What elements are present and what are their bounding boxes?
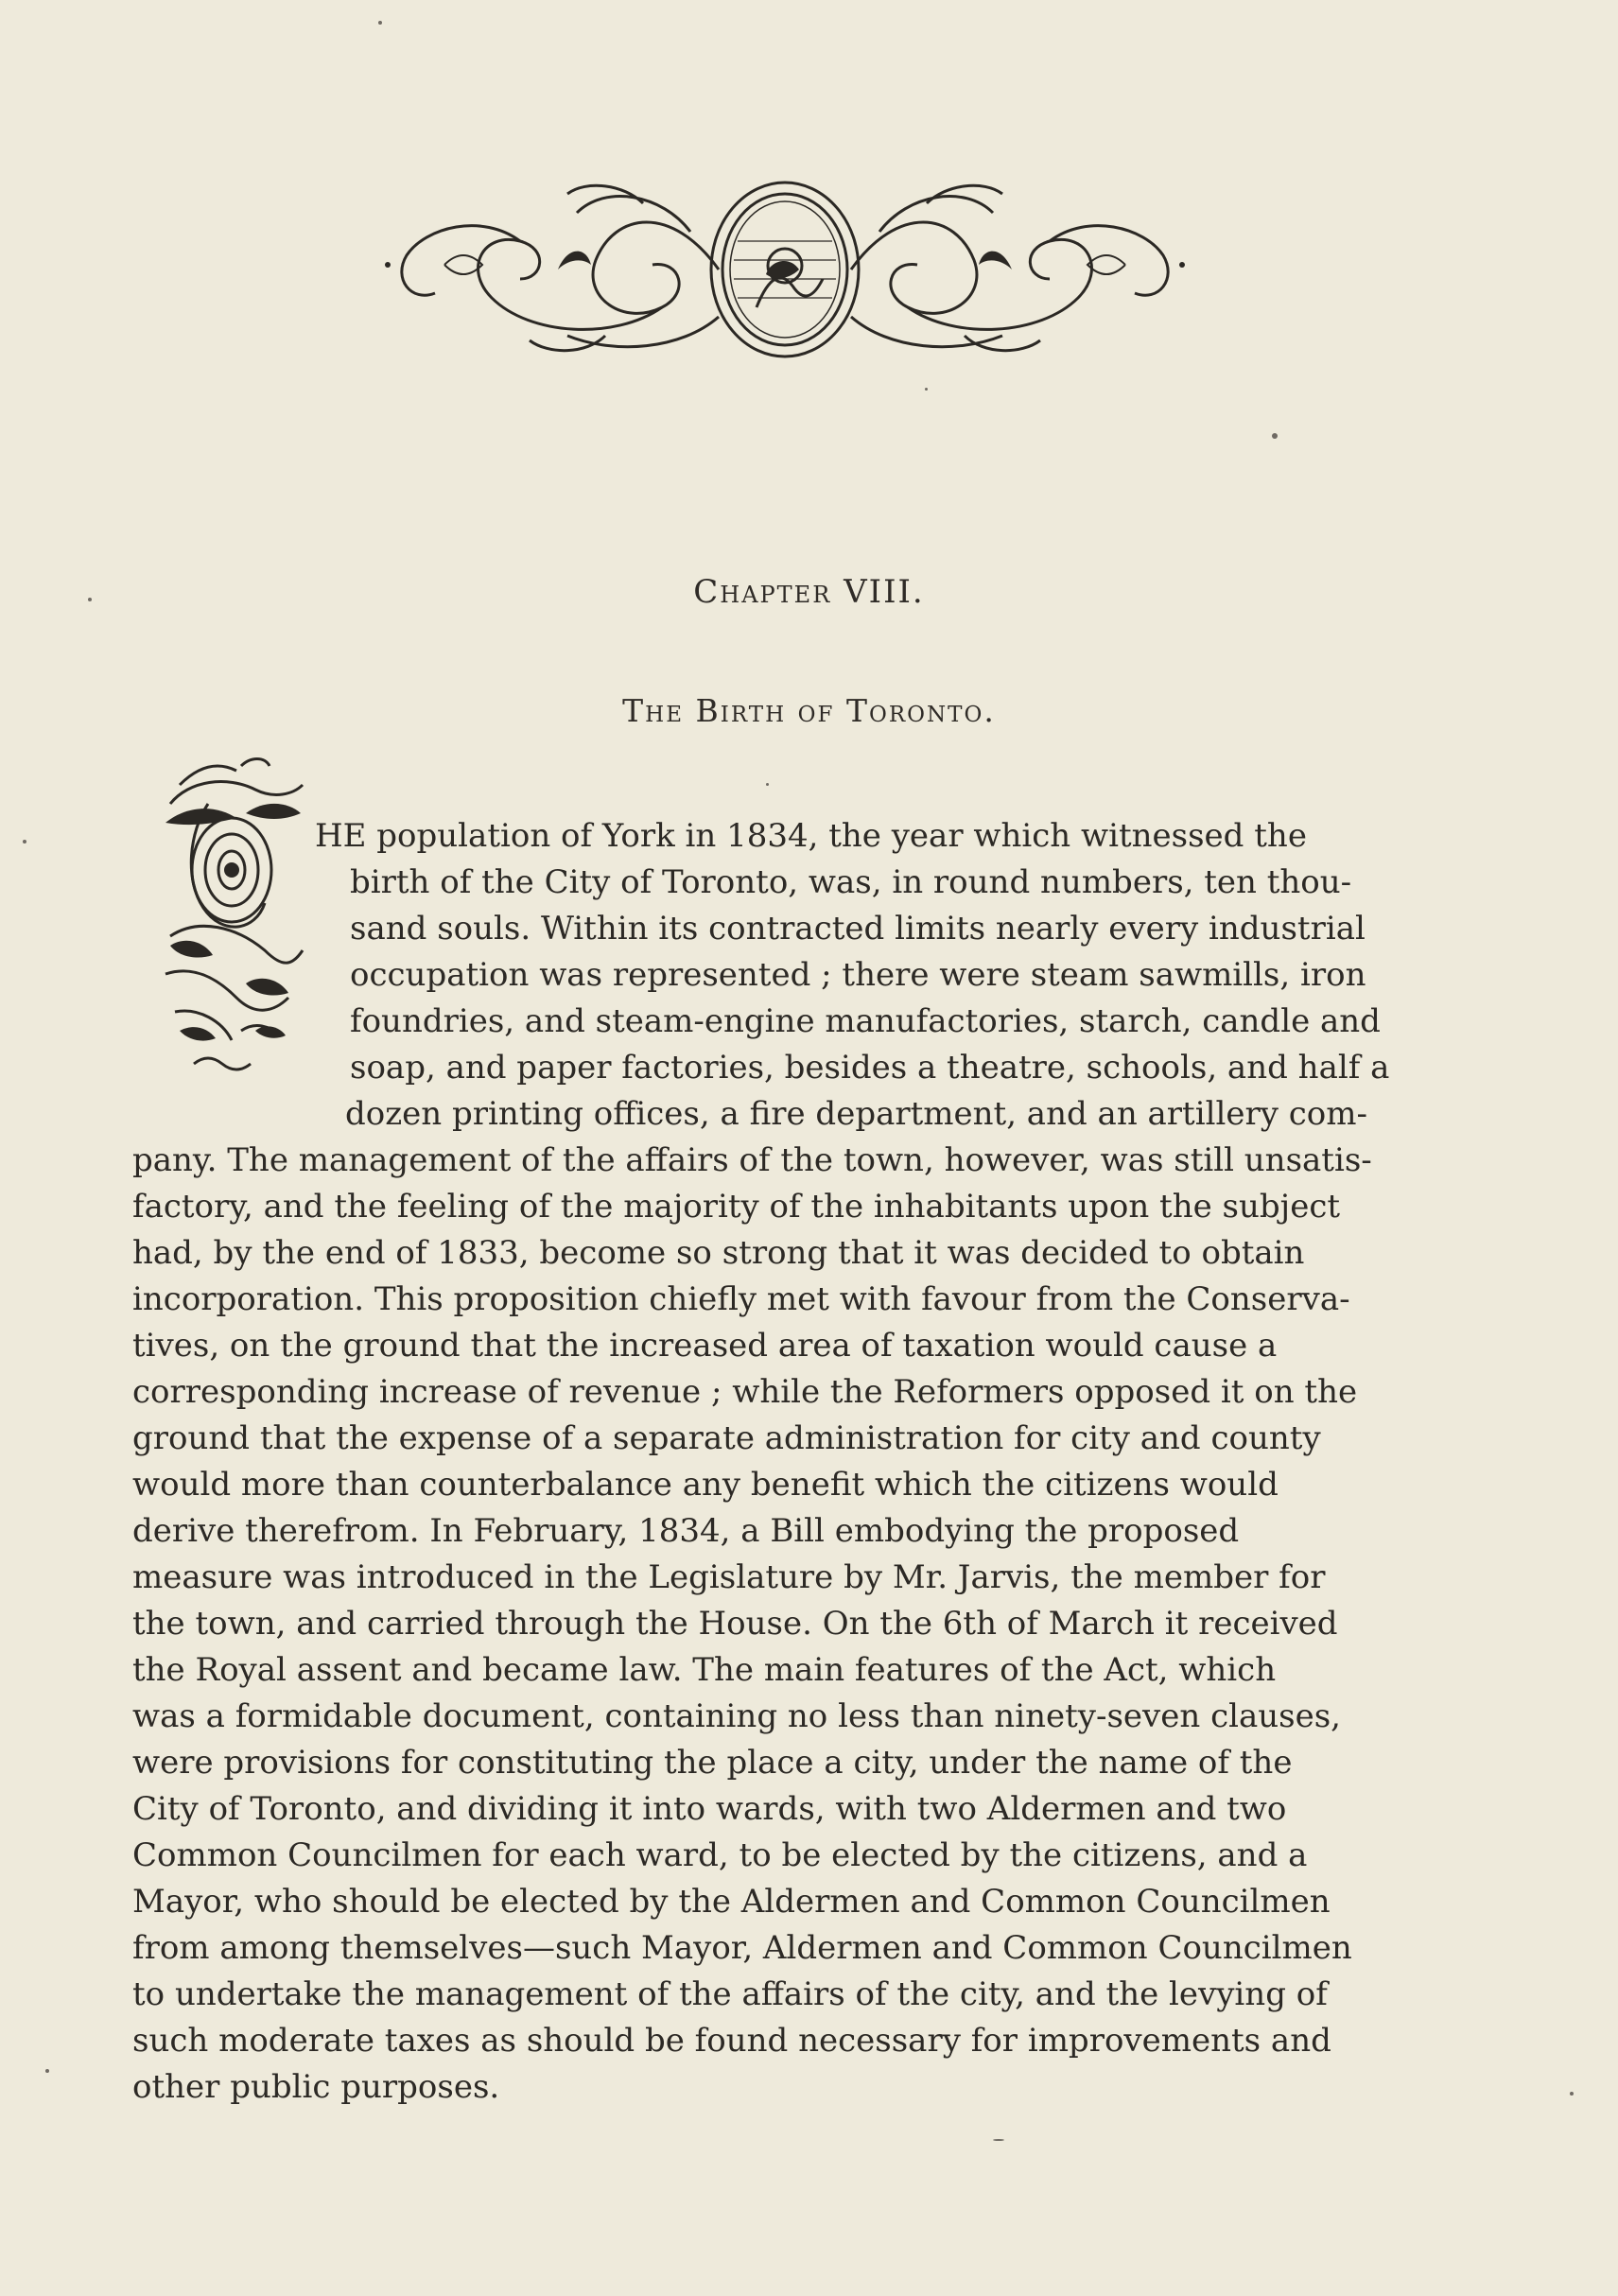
paper-speck	[1272, 433, 1278, 439]
body-line: the Royal assent and became law. The main features of the Act, which	[132, 1651, 1277, 1689]
body-line: foundries, and steam-engine manufactories, starch, candle and	[350, 1002, 1381, 1040]
paper-speck	[23, 840, 26, 844]
body-line: sand souls. Within its contracted limits nearly every industrial	[350, 910, 1366, 948]
paper-speck	[378, 21, 382, 25]
paper-speck	[766, 783, 769, 786]
paper-speck	[88, 598, 92, 601]
body-line: Mayor, who should be elected by the Aldermen and Common Councilmen	[132, 1883, 1331, 1921]
body-line: tives, on the ground that the increased area of taxation would cause a	[132, 1327, 1278, 1365]
body-line: pany. The management of the affairs of the town, however, was still unsatis-	[132, 1141, 1372, 1179]
body-line: from among themselves—such Mayor, Aldermen and Common Councilmen	[132, 1929, 1352, 1967]
ornamental-dropcap-icon	[151, 747, 307, 1078]
body-line: Common Councilmen for each ward, to be elected by the citizens, and a	[132, 1836, 1308, 1874]
body-line: HE population of York in 1834, the year which witnessed the	[315, 817, 1307, 855]
body-line: incorporation. This proposition chiefly met with favour from the Conserva-	[132, 1280, 1350, 1318]
paper-speck	[1570, 2092, 1574, 2096]
body-line: were provisions for constituting the place a city, under the name of the	[132, 1744, 1293, 1782]
body-line: factory, and the feeling of the majority of the inhabitants upon the subject	[132, 1188, 1341, 1226]
body-line: measure was introduced in the Legislature by Mr. Jarvis, the member for	[132, 1558, 1326, 1596]
body-line: to undertake the management of the affairs of the city, and the levying of	[132, 1975, 1328, 2013]
body-line: the town, and carried through the House. On the 6th of March it received	[132, 1605, 1338, 1643]
body-line: dozen printing offices, a fire department, and an artillery com-	[345, 1095, 1367, 1133]
body-line: occupation was represented ; there were steam sawmills, iron	[350, 956, 1366, 994]
body-line: would more than counterbalance any benefit which the citizens would	[132, 1466, 1279, 1504]
body-line: soap, and paper factories, besides a theatre, schools, and half a	[350, 1049, 1390, 1087]
body-line: such moderate taxes as should be found necessary for improvements and	[132, 2022, 1331, 2060]
body-line: other public purposes.	[132, 2068, 500, 2106]
body-line: City of Toronto, and dividing it into wards, with two Aldermen and two	[132, 1790, 1287, 1828]
ornamental-headpiece-icon	[378, 175, 1192, 364]
body-line: corresponding increase of revenue ; while the Reformers opposed it on the	[132, 1373, 1358, 1411]
paper-speck	[993, 2139, 1004, 2141]
body-line: birth of the City of Toronto, was, in round numbers, ten thou-	[350, 863, 1352, 901]
chapter-title: The Birth of Toronto.	[622, 692, 996, 729]
body-line: was a formidable document, containing no less than ninety-seven clauses,	[132, 1697, 1341, 1735]
chapter-heading: Chapter VIII.	[693, 573, 925, 611]
paper-speck	[925, 388, 928, 391]
paper-speck	[45, 2069, 49, 2073]
body-line: had, by the end of 1833, become so strong that it was decided to obtain	[132, 1234, 1305, 1272]
body-line: ground that the expense of a separate administration for city and county	[132, 1419, 1321, 1457]
body-line: derive therefrom. In February, 1834, a Bill embodying the proposed	[132, 1512, 1240, 1550]
